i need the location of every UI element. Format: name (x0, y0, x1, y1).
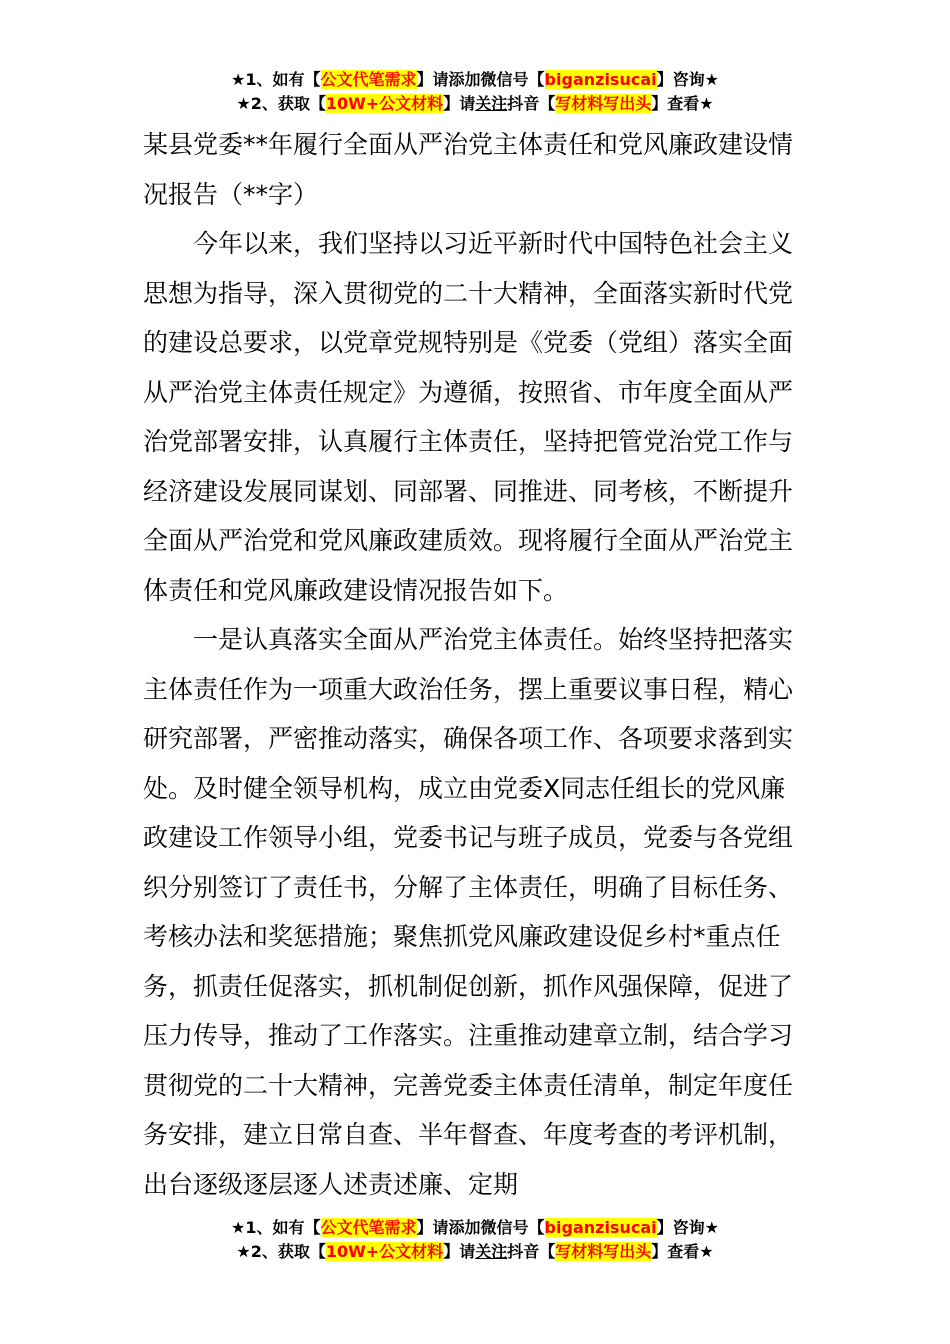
banner-highlight: 写材料写出头 (555, 1242, 652, 1261)
banner-text: ★2、获取【 (236, 94, 326, 113)
banner-text: 】查看★ (651, 1242, 714, 1261)
banner-highlight: biganzisucai (544, 70, 657, 89)
banner-line-1 (0, 1216, 950, 1240)
document-title: 某县党委**年履行全面从严治党主体责任和党风廉政建设情况报告（**字） (143, 130, 794, 209)
banner-text: 】咨询★ (656, 1218, 719, 1237)
banner-line-2 (0, 92, 950, 116)
banner-text: 】请 (443, 1242, 476, 1261)
banner-highlight: 10W+公文材料 (325, 1242, 444, 1261)
banner-text: ★1、如有【 (231, 1218, 321, 1237)
banner-highlight: 写材料写出头 (555, 94, 652, 113)
banner-text: 抖音【 (507, 1242, 556, 1261)
banner-text: 】咨询★ (656, 70, 719, 89)
paragraph-section-1: 一是认真落实全面从严治党主体责任。始终坚持把落实主体责任作为一项重大政治任务，摆上重要议事日程，精心研究部署，严密推动落实，确保各项工作、各项要求落到实处。及时健全领导机构，成立由党委X同志任组长的党风廉政建设工作领导小组，党委书记与班子成员，党委与各党组织分别签订了责任书，分解了主体责任，明确了目标任务、考核办法和奖惩措施；聚焦抓党风廉政建设促乡村*重点任务，抓责任促落实，抓机制促创新，抓作风强保障，促进了压力传导，推动了工作落实。注重推动建章立制，结合学习贯彻党的二十大精神，完善党委主体责任清单，制定年度任务安排，建立日常自查、半年督查、年度考查的考评机制，出台逐级逐层逐人述责述廉、定期 (143, 625, 794, 1199)
banner-text: 抖音【 (507, 94, 556, 113)
banner-text: ★1、如有【 (231, 70, 321, 89)
paragraph-intro: 今年以来，我们坚持以习近平新时代中国特色社会主义思想为指导，深入贯彻党的二十大精神，全面落实新时代党的建设总要求，以党章党规特别是《党委（党组）落实全面从严治党主体责任规定》为遵循，按照省、市年度全面从严治党部署安排，认真履行主体责任，坚持把管党治党工作与经济建设发展同谋划、同部署、同推进、同考核，不断提升全面从严治党和党风廉政建质效。现将履行全面从严治党主体责任和党风廉政建设情况报告如下。 (143, 229, 794, 605)
banner-highlight: 公文代笔需求 (320, 70, 417, 89)
banner-text: 】请添加微信号【 (416, 70, 545, 89)
banner-highlight: 公文代笔需求 (320, 1218, 417, 1237)
document-body (143, 120, 810, 1209)
banner-highlight: 10W+公文材料 (325, 94, 444, 113)
banner-highlight: biganzisucai (544, 1218, 657, 1237)
banner-text: 】查看★ (651, 94, 714, 113)
banner-text: 】请 (443, 94, 476, 113)
footer-banner (0, 1216, 950, 1264)
banner-line-2 (0, 1240, 950, 1264)
banner-underline: 关注 (475, 94, 508, 113)
banner-text: ★2、获取【 (236, 1242, 326, 1261)
banner-text: 】请添加微信号【 (416, 1218, 545, 1237)
header-banner (0, 68, 950, 116)
banner-line-1 (0, 68, 950, 92)
banner-underline: 关注 (475, 1242, 508, 1261)
